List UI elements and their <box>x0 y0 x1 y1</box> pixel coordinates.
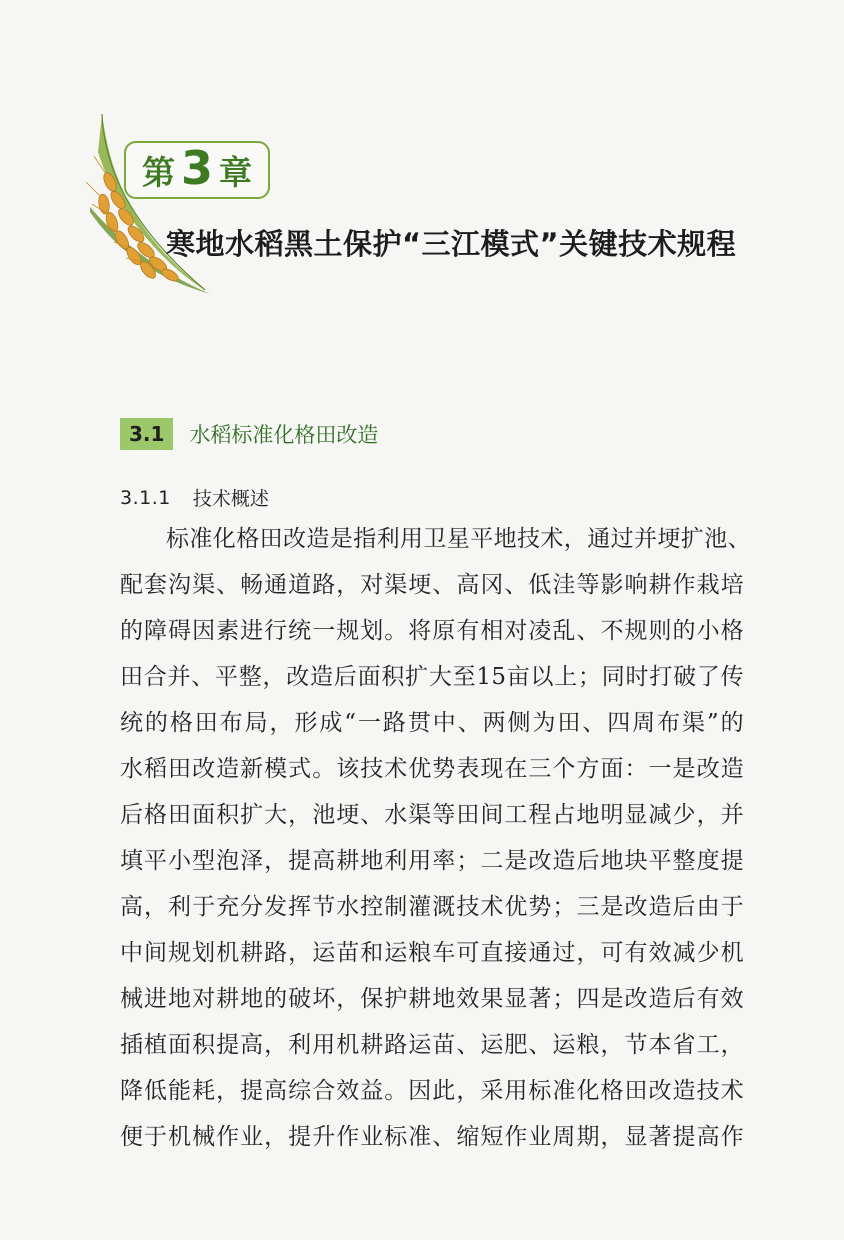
section-number: 3.1 <box>120 418 173 450</box>
body-line: 的障碍因素进行统一规划。将原有相对凌乱、不规则的小格 <box>120 618 744 644</box>
body-line: 统的格田布局，形成“一路贯中、两侧为田、四周布渠”的 <box>120 710 744 736</box>
section-heading <box>120 418 378 450</box>
chapter-prefix: 第 <box>141 152 175 192</box>
body-line: 配套沟渠、畅通道路，对渠埂、高冈、低洼等影响耕作栽培 <box>120 572 744 598</box>
body-line: 标准化格田改造是指利用卫星平地技术，通过并埂扩池、 <box>166 526 751 552</box>
subsection-heading <box>120 484 269 511</box>
chapter-title: 寒地水稻黑土保护“三江模式”关键技术规程 <box>166 227 737 261</box>
chapter-suffix: 章 <box>219 152 252 192</box>
body-line: 降低能耗，提高综合效益。因此，采用标准化格田改造技术 <box>120 1078 744 1104</box>
chapter-badge <box>124 141 270 199</box>
body-line: 高，利于充分发挥节水控制灌溉技术优势；三是改造后由于 <box>120 894 744 920</box>
body-line: 插植面积提高，利用机耕路运苗、运肥、运粮，节本省工， <box>120 1032 744 1058</box>
subsection-title: 技术概述 <box>192 488 269 510</box>
body-line: 械进地对耕地的破坏，保护耕地效果显著；四是改造后有效 <box>120 986 744 1012</box>
subsection-number: 3.1.1 <box>120 486 171 509</box>
section-title: 水稻标准化格田改造 <box>189 423 379 447</box>
chapter-number: 3 <box>180 141 213 195</box>
body-line: 后格田面积扩大，池埂、水渠等田间工程占地明显减少，并 <box>120 802 744 828</box>
body-line: 便于机械作业，提升作业标准、缩短作业周期，显著提高作 <box>120 1124 744 1150</box>
body-line: 水稻田改造新模式。该技术优势表现在三个方面：一是改造 <box>120 756 744 782</box>
body-line: 填平小型泡泽，提高耕地利用率；二是改造后地块平整度提 <box>120 848 744 874</box>
body-line: 中间规划机耕路，运苗和运粮车可直接通过，可有效减少机 <box>120 940 744 966</box>
body-paragraph <box>120 516 751 1160</box>
body-line: 田合并、平整，改造后面积扩大至15亩以上；同时打破了传 <box>120 664 744 690</box>
